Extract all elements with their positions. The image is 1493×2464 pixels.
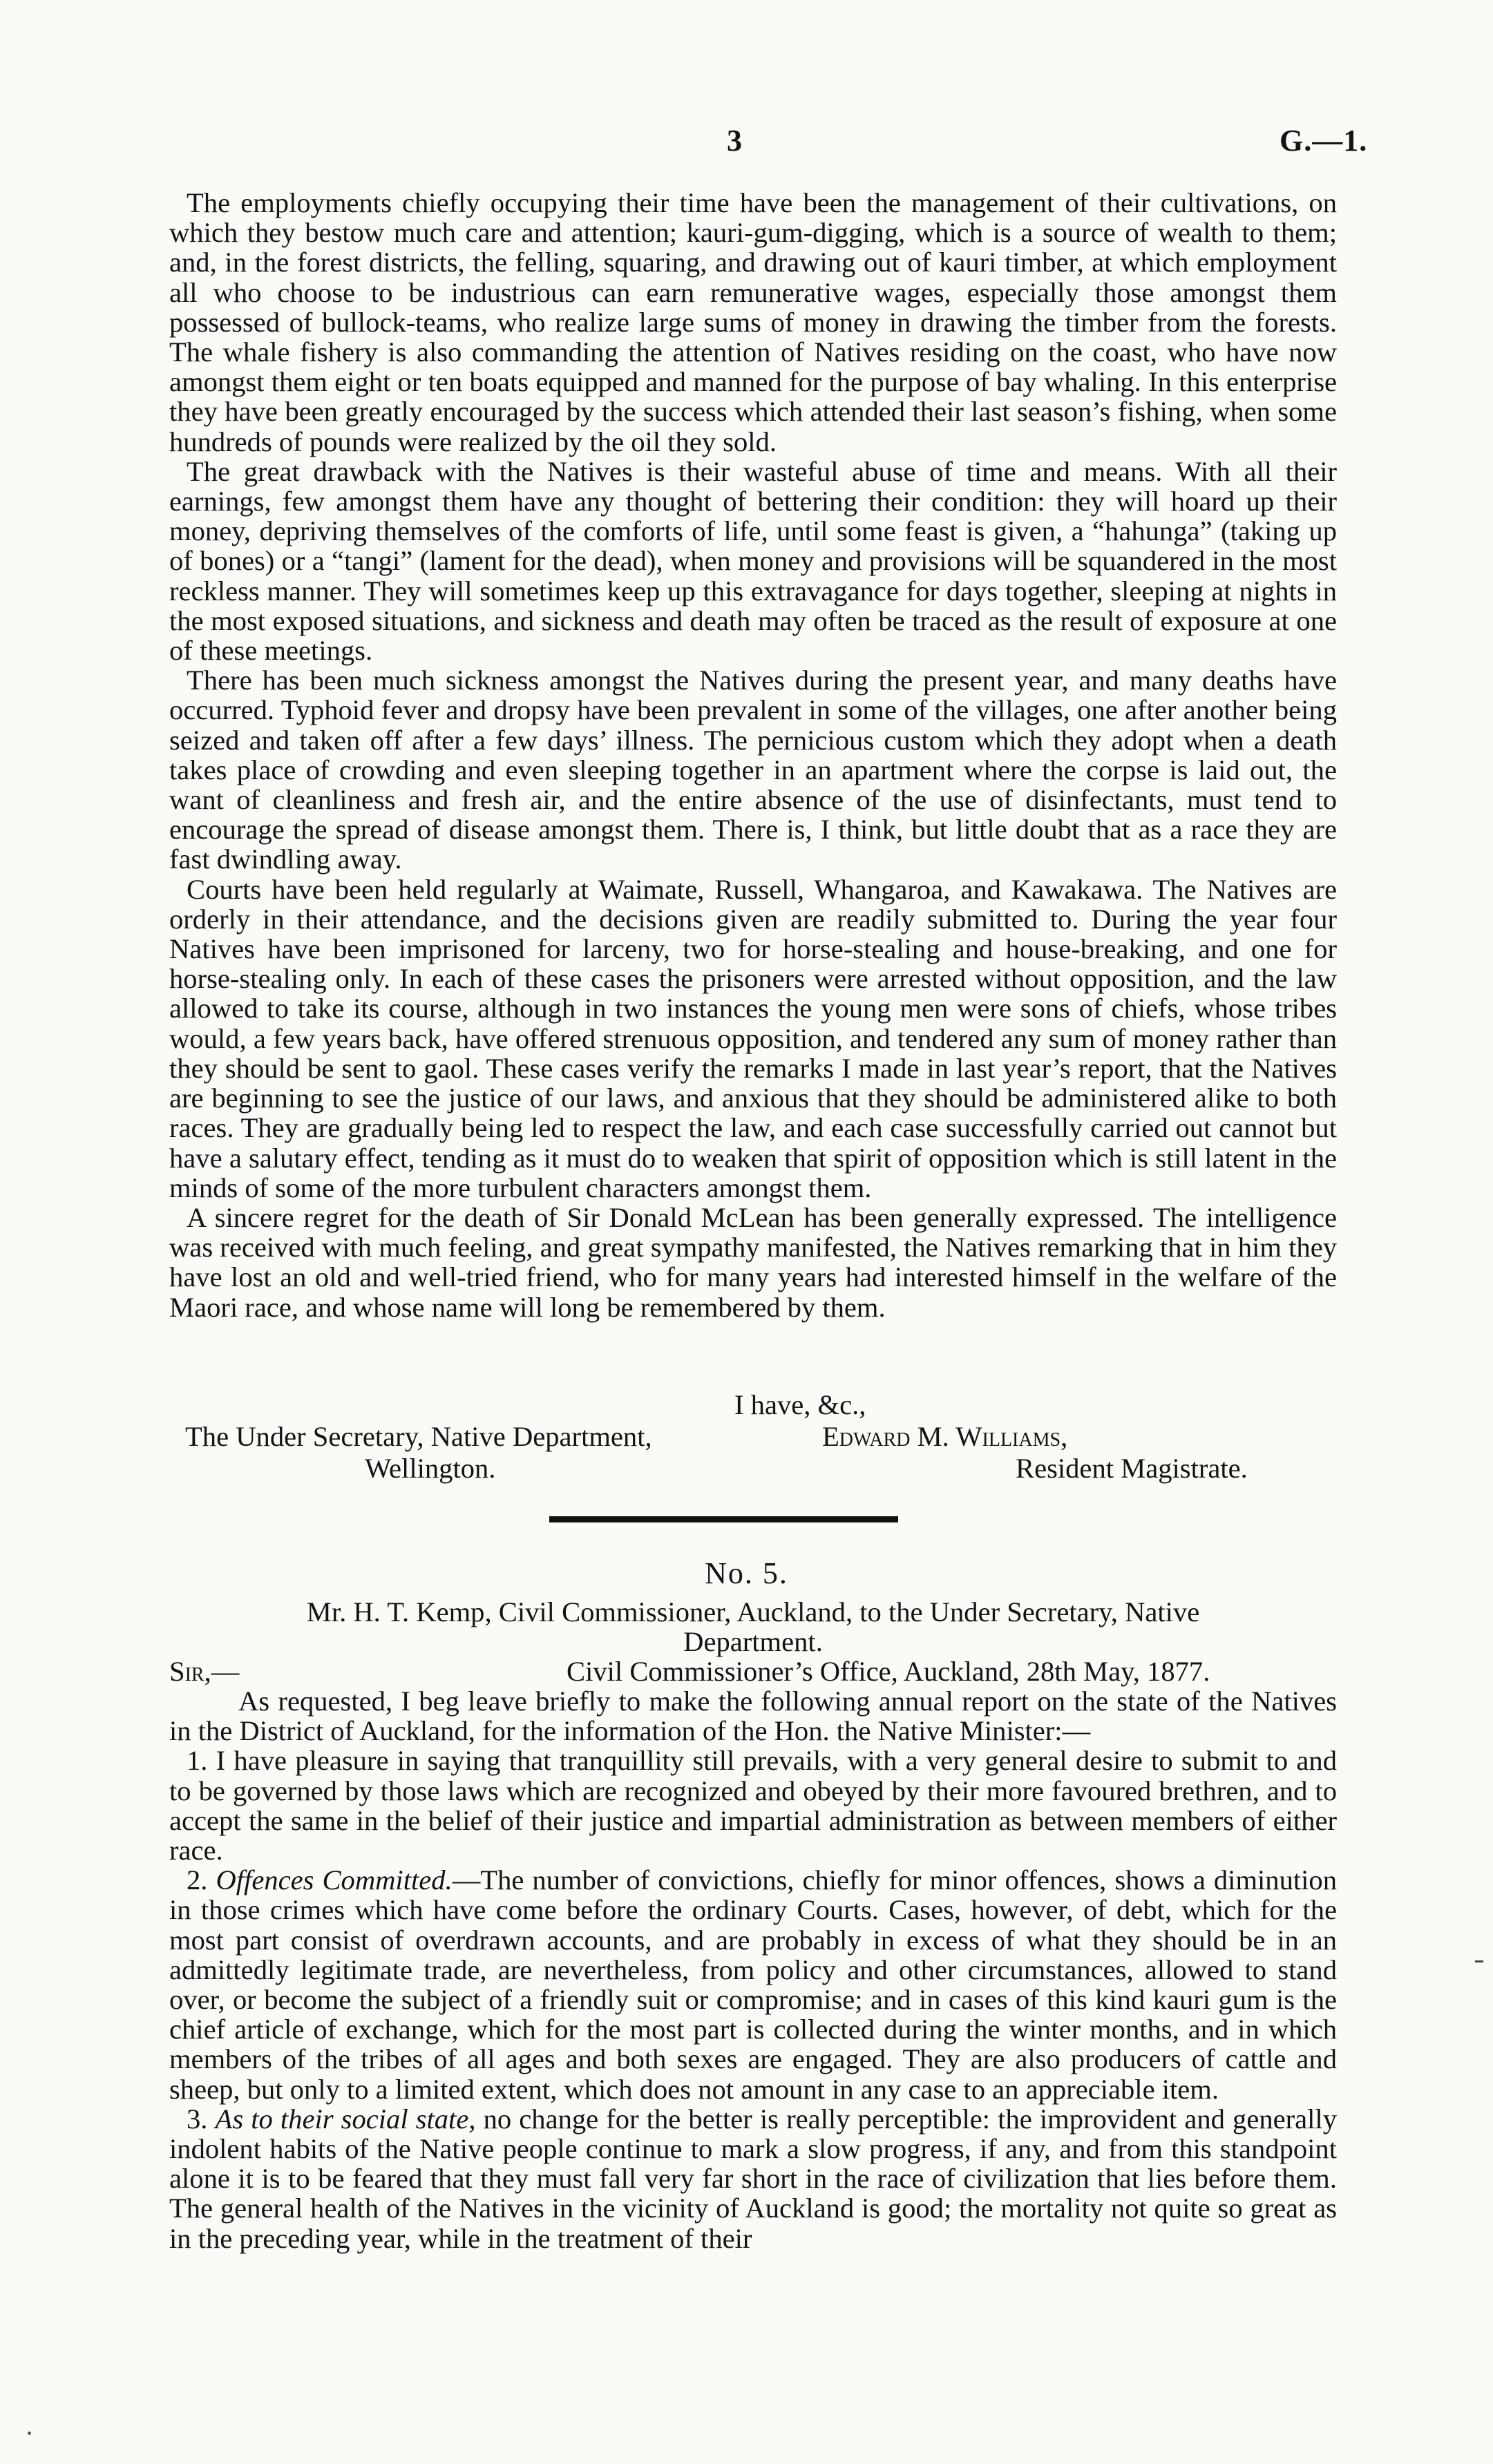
margin-dot [28,2432,31,2435]
addressee-line-2: Wellington. [365,1453,496,1484]
paragraph-item-2 [169,1865,1337,2104]
paragraph-item-3 [169,2104,1337,2253]
letter-5-body [169,1686,1337,2253]
paragraph-mclean: A sincere regret for the death of Sir Donald McLean has been generally expressed. The intelligence was received with much feeling, and great sympathy manifested, the Natives remarking that in him they have lost an old and well-tried friend, who for many years had interested himself in the welfare of the Maori race, and whose name will long be remembered by them. [169,1201,1337,1323]
closing-line: I have, &c., [734,1389,866,1420]
paragraph-sickness: There has been much sickness amongst the Natives during the present year, and many deaths have occurred. Typhoid fever and dropsy have been prevalent in some of the villages, one after another being seized and taken off after a few days’ illness. The pernicious custom which they adopt when a death takes place of crowding and even sleeping together in an apartment where the corpse is laid out, the want of cleanliness and fresh air, and the entire absence of the use of disinfectants, must tend to encourage the spread of disease amongst them. There is, I think, but little doubt that as a race they are fast dwindling away. [169,665,1337,875]
letter-heading [169,1597,1337,1656]
letter-heading-line-2: Department. [683,1626,823,1658]
addressee-line-1: The Under Secretary, Native Department, [185,1421,652,1452]
document-reference: G.—1. [1280,124,1368,157]
item-3-heading: As to their social state, [215,2103,476,2134]
paragraph-intro: As requested, I beg leave briefly to make the following annual report on the state of the Natives in the District of Auckland, for the information of the Hon. the Native Minister:— [169,1685,1337,1747]
letter-heading-line-1: Mr. H. T. Kemp, Civil Commissioner, Auckland, to the Under Secretary, Native [306,1596,1200,1627]
section-divider [549,1516,898,1522]
letter-4-body [169,188,1337,1322]
paragraph-drawback: The great drawback with the Natives is their wasteful abuse of time and means. With all their earnings, few amongst them have any thought of bettering their condition: they will hoard up their money, depriving themselves of the comforts of life, until some feast is given, a “hahunga” (taking up of bones) or a “tangi” (lament for the dead), when money and provisions will be squandered in the most reckless manner. They will sometimes keep up this extravagance for days together, sleeping at nights in the most exposed situations, and sickness and death may often be traced as the result of exposure at one of these meetings. [169,455,1337,667]
address-date: Civil Commissioner’s Office, Auckland, 28th May, 1877. [567,1656,1210,1687]
paragraph-courts: Courts have been held regularly at Waimate, Russell, Whangaroa, and Kawakawa. The Natives are orderly in their attendance, and the decisions given are readily submitted to. During the year four Natives have been imprisoned for larceny, two for horse-stealing and house-breaking, and one for horse-stealing only. In each of these cases the prisoners were arrested without opposition, and the law allowed to take its course, although in two instances the young men were sons of chiefs, whose tribes would, a few years back, have offered strenuous opposition, and tendered any sum of money rather than they should be sent to gaol. These cases verify the remarks I made in last year’s report, that the Natives are beginning to see the justice of our laws, and anxious that they should be administered alike to both races. They are gradually being led to respect the law, and each case successfully carried out cannot but have a salutary effect, tending as it must do to weaken that spirit of opposition which is still latent in the minds of some of the more turbulent characters amongst them. [169,873,1337,1203]
item-3-label: 3. [187,2103,216,2134]
item-2-heading: Offences Committed. [216,1864,453,1896]
margin-dash [1475,1960,1483,1962]
letter-number: No. 5. [705,1556,788,1590]
signer-title: Resident Magistrate. [1016,1453,1248,1484]
item-3-text: no change for the better is really perceptible: the improvident and generally indolent habits of the Native people continue to mark a slow progress, if any, and from this standpoint alone it is to be feared that they must fall very far short in the race of civilization that lies before them. The general health of the Natives in the vicinity of Auckland is good; the mortality not quite so great as in the preceding year, while in the treatment of their [169,2103,1337,2254]
item-2-label: 2. [187,1864,216,1896]
page-number: 3 [727,124,742,157]
item-2-text: —The number of convictions, chiefly for minor offences, shows a diminution in those crimes which have come before the ordinary Courts. Cases, however, of debt, which for the most part consist of overdrawn accounts, and are probably in excess of what they should be in an admittedly legitimate trade, are nevertheless, from policy and other circumstances, allowed to stand over, or become the subject of a friendly suit or compromise; and in cases of this kind kauri gum is the chief article of exchange, which for the most part is collected during the winter months, and in which members of the tribes of all ages and both sexes are engaged. They are also producers of cattle and sheep, but only to a limited extent, which does not amount in any case to an appreciable item. [169,1864,1337,2105]
signer-name: Edward M. Williams, [822,1421,1068,1452]
paragraph-employments: The employments chiefly occupying their time have been the management of their cultivations, on which they bestow much care and attention; kauri-gum-digging, which is a source of wealth to them; and, in the forest districts, the felling, squaring, and drawing out of kauri timber, at which employment all who choose to be industrious can earn remunerative wages, especially those amongst them possessed of bullock-teams, who realize large sums of money in drawing the timber from the forests. The whale fishery is also commanding the attention of Natives residing on the coast, who have now amongst them eight or ten boats equipped and manned for the purpose of bay whaling. In this enterprise they have been greatly encouraged by the success which attended their last season’s fishing, when some hundreds of pounds were realized by the oil they sold. [169,187,1337,457]
paragraph-item-1: 1. I have pleasure in saying that tranquillity still prevails, with a very general desire to submit to and to be governed by those laws which are recognized and obeyed by their more favoured brethren, and to accept the same in the belief of their justice and impartial administration as between members of either race. [169,1745,1337,1866]
salutation-row [169,1656,1337,1687]
salutation: Sir,— [169,1656,240,1687]
